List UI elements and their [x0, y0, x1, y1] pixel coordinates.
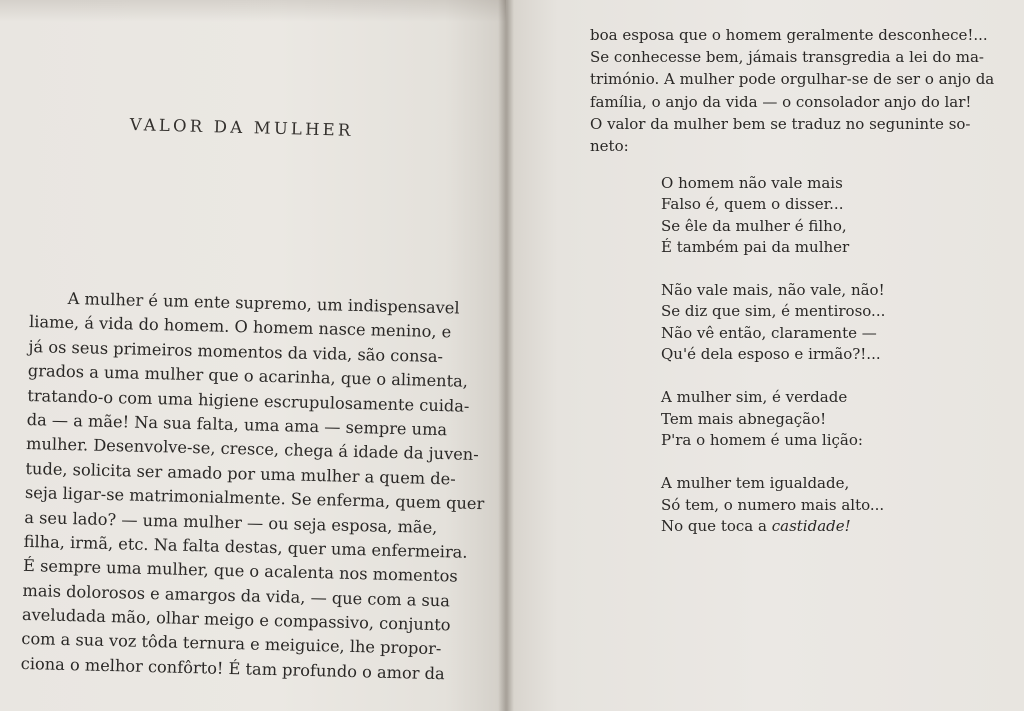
poem-line: Só tem, o numero mais alto...: [661, 495, 885, 514]
text-line: boa esposa que o homem geralmente desconhece!...: [590, 26, 988, 44]
text-line: liame, á vida do homem. O homem nasce menino, e: [28, 312, 452, 342]
poem-stanza: [661, 387, 885, 451]
poem-line: Falso é, quem o disser...: [661, 195, 844, 214]
poem-stanza: [661, 473, 885, 537]
text-line: a seu lado? — uma mulher — ou seja esposa, mãe,: [24, 507, 438, 537]
text-line: neto:: [590, 136, 629, 155]
poem-line: Se êle da mulher é filho,: [661, 216, 847, 235]
text-line: da — a mãe! Na sua falta, uma ama — sempre uma: [26, 409, 448, 440]
text-line: É sempre uma mulher, que o acalenta nos momentos: [22, 556, 458, 586]
right-page: [506, 0, 1024, 711]
chapter-title: VALOR DA MULHER: [129, 115, 354, 140]
poem-line: Qu'é dela esposo e irmão?!...: [661, 345, 881, 364]
poem-stanza: [661, 280, 885, 365]
book-gutter: [498, 0, 514, 711]
right-page-body: [590, 24, 1000, 157]
text-line: família, o anjo da vida — o consolador anjo do lar!: [590, 92, 972, 111]
text-line: mais dolorosos e amargos da vida, — que com a sua: [22, 580, 451, 611]
text-line: O valor da mulher bem se traduz no seguninte so-: [590, 114, 971, 133]
text-line: seja ligar-se matrimonialmente. Se enferma, quem quer: [24, 483, 485, 514]
poem-line: Tem mais abnegação!: [661, 409, 827, 428]
poem-line-final: [661, 516, 885, 537]
sonnet: [661, 173, 885, 559]
poem-line: O homem não vale mais: [661, 174, 843, 192]
text-line: A mulher é um ente supremo, um indispensavel: [67, 288, 460, 318]
text-line: trimónio. A mulher pode orgulhar-se de ser o anjo da: [590, 70, 995, 89]
text-line: Se conhecesse bem, jámais transgredia a lei do ma-: [590, 48, 984, 67]
text-line: com a sua voz tôda ternura e meiguice, lhe propor-: [21, 629, 442, 659]
text-line: mulher. Desenvolve-se, cresce, chega á idade da juven-: [25, 434, 479, 465]
poem-line: Não vale mais, não vale, não!: [661, 281, 885, 300]
poem-stanza: [661, 173, 885, 258]
poem-line: P'ra o homem é uma lição:: [661, 430, 863, 449]
poem-emphasis: castidade!: [771, 516, 851, 535]
text-line: aveludada mão, olhar meigo e compassivo, conjunto: [21, 604, 451, 635]
left-page: [0, 0, 506, 711]
left-page-body: [20, 286, 485, 687]
poem-line: Não vê então, claramente —: [661, 323, 877, 342]
text-line: tude, solicita ser amado por uma mulher a quem de-: [25, 458, 456, 489]
text-line: filha, irmã, etc. Na falta destas, quer uma enfermeira.: [23, 531, 468, 562]
poem-line: A mulher tem igualdade,: [661, 474, 850, 493]
poem-line: Se diz que sim, é mentiroso...: [661, 302, 886, 321]
poem-line: A mulher sim, é verdade: [661, 388, 848, 407]
text-line: tratando-o com uma higiene escrupulosamente cuida-: [27, 385, 470, 416]
poem-line: É também pai da mulher: [661, 237, 850, 256]
text-line: ciona o melhor confôrto! É tam profundo o amor da: [20, 653, 445, 684]
text-line: grados a uma mulher que o acarinha, que o alimenta,: [27, 361, 469, 391]
poem-line-prefix: No que toca a: [661, 516, 772, 535]
page-top-edge: [0, 0, 506, 22]
text-line: já os seus primeiros momentos da vida, são consa-: [28, 336, 444, 366]
